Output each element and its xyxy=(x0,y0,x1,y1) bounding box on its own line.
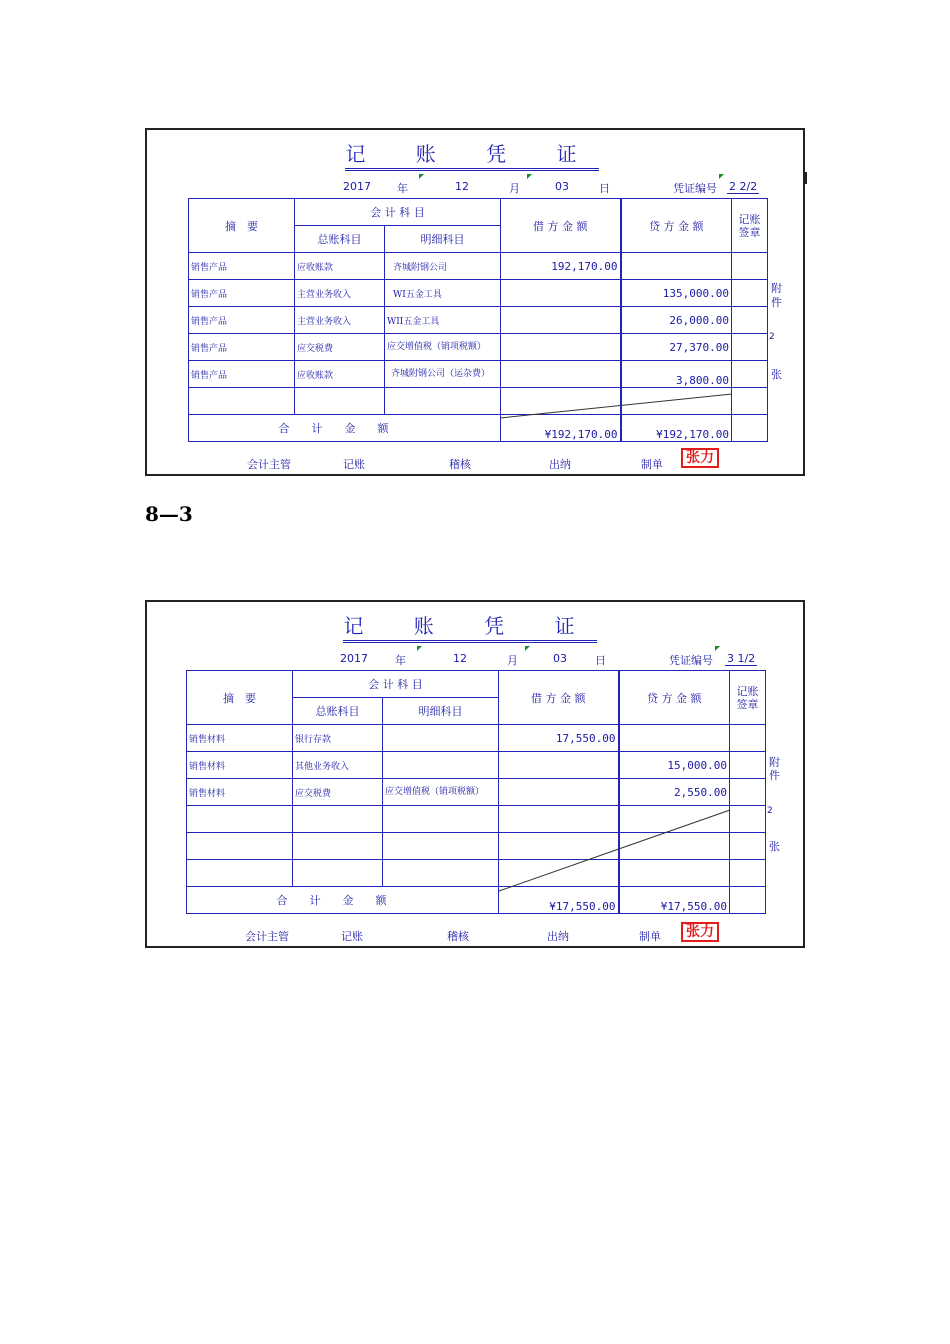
sign-bookkeep: 记账 xyxy=(343,458,365,471)
header-general: 总账科目 xyxy=(293,698,383,725)
row-credit: 3,800.00 xyxy=(621,361,732,388)
total-credit: ¥17,550.00 xyxy=(619,887,730,914)
header-summary: 摘 要 xyxy=(189,199,295,253)
header-debit: 借 方 金 额 xyxy=(501,199,621,253)
attach-label-1: 附 xyxy=(769,756,780,769)
header-detail: 明细科目 xyxy=(385,226,501,253)
sign-bookkeep: 记账 xyxy=(341,930,363,943)
row-summary: 销售材料 xyxy=(187,725,293,752)
total-label: 合计金额 xyxy=(187,887,499,914)
voucher-2 xyxy=(145,600,805,948)
day-label: 日 xyxy=(595,654,606,667)
voucher-title: 记 账 凭 证 xyxy=(343,610,597,643)
row-general: 其他业务收入 xyxy=(293,752,383,779)
row-summary: 销售材料 xyxy=(187,779,293,806)
header-credit: 贷 方 金 额 xyxy=(619,671,730,725)
row-general: 主营业务收入 xyxy=(295,307,385,334)
year-value: 2017 xyxy=(343,180,371,193)
row-summary: 销售产品 xyxy=(189,334,295,361)
row-detail: 应交增值税（销项税额） xyxy=(385,334,501,361)
row-summary: 销售材料 xyxy=(187,752,293,779)
row-credit: 135,000.00 xyxy=(621,280,732,307)
header-sign-line-1: 记账 xyxy=(738,212,761,226)
row-general: 应交税费 xyxy=(295,334,385,361)
month-value: 12 xyxy=(453,652,467,665)
month-label: 月 xyxy=(507,654,518,667)
row-debit: 17,550.00 xyxy=(499,725,619,752)
row-detail: 齐城附钢公司 xyxy=(385,253,501,280)
row-detail: 应交增值税（销项税额） xyxy=(383,779,499,806)
row-credit: 2,550.00 xyxy=(619,779,730,806)
row-credit: 26,000.00 xyxy=(621,307,732,334)
header-debit: 借 方 金 额 xyxy=(499,671,619,725)
header-account: 会 计 科 目 xyxy=(293,671,499,698)
voucher-title: 记 账 凭 证 xyxy=(345,138,599,171)
row-general: 主营业务收入 xyxy=(295,280,385,307)
sign-supervisor: 会计主管 xyxy=(245,930,289,943)
row-credit: 15,000.00 xyxy=(619,752,730,779)
cancel-diagonal-line xyxy=(147,130,807,478)
header-summary: 摘 要 xyxy=(187,671,293,725)
attach-label-3: 张 xyxy=(771,368,782,381)
row-credit: 27,370.00 xyxy=(621,334,732,361)
row-detail: WII五金工具 xyxy=(385,307,501,334)
row-summary: 销售产品 xyxy=(189,253,295,280)
row-detail: WI五金工具 xyxy=(385,280,501,307)
total-debit: ¥17,550.00 xyxy=(499,887,619,914)
maker-stamp: 张力 xyxy=(681,922,719,942)
attach-label-1: 附 xyxy=(771,282,782,295)
row-general: 应交税费 xyxy=(293,779,383,806)
total-label: 合计金额 xyxy=(189,415,501,442)
row-general: 银行存款 xyxy=(293,725,383,752)
month-value: 12 xyxy=(455,180,469,193)
header-general: 总账科目 xyxy=(295,226,385,253)
header-account: 会 计 科 目 xyxy=(295,199,501,226)
month-label: 月 xyxy=(509,182,520,195)
voucher-no-value: 3 1/2 xyxy=(727,652,756,665)
sign-audit: 稽核 xyxy=(449,458,471,471)
year-label: 年 xyxy=(395,654,406,667)
voucher-1 xyxy=(145,128,805,476)
year-label: 年 xyxy=(397,182,408,195)
header-detail: 明细科目 xyxy=(383,698,499,725)
voucher-no-label: 凭证编号 xyxy=(669,654,713,667)
section-label: 8—3 xyxy=(145,502,193,526)
edge-tick xyxy=(805,172,807,184)
sign-supervisor: 会计主管 xyxy=(247,458,291,471)
total-credit: ¥192,170.00 xyxy=(621,415,732,442)
row-debit: 192,170.00 xyxy=(501,253,621,280)
sign-cashier: 出纳 xyxy=(547,930,569,943)
year-value: 2017 xyxy=(340,652,368,665)
sign-maker: 制单 xyxy=(641,458,663,471)
maker-stamp: 张力 xyxy=(681,448,719,468)
attach-label-2: 件 xyxy=(771,296,782,309)
header-sign-line-1: 记账 xyxy=(736,684,759,698)
sign-maker: 制单 xyxy=(639,930,661,943)
attach-count: 2 xyxy=(767,806,773,816)
voucher-no-label: 凭证编号 xyxy=(673,182,717,195)
row-summary: 销售产品 xyxy=(189,280,295,307)
row-general: 应收账款 xyxy=(295,253,385,280)
sign-audit: 稽核 xyxy=(447,930,469,943)
voucher-no-value: 2 2/2 xyxy=(729,180,758,193)
attach-label-3: 张 xyxy=(769,840,780,853)
attach-count: 2 xyxy=(769,332,775,342)
attach-label-2: 件 xyxy=(769,769,780,782)
row-summary: 销售产品 xyxy=(189,307,295,334)
day-value: 03 xyxy=(555,180,569,193)
header-sign-line-2: 签章 xyxy=(736,697,759,711)
day-label: 日 xyxy=(599,182,610,195)
sign-cashier: 出纳 xyxy=(549,458,571,471)
row-general: 应收账款 xyxy=(295,361,385,388)
row-summary: 销售产品 xyxy=(189,361,295,388)
cancel-diagonal-line xyxy=(147,602,807,950)
row-detail: 齐城附钢公司（运杂费） xyxy=(385,361,501,388)
total-debit: ¥192,170.00 xyxy=(501,415,621,442)
header-credit: 贷 方 金 额 xyxy=(621,199,732,253)
day-value: 03 xyxy=(553,652,567,665)
header-sign-line-2: 签章 xyxy=(738,225,761,239)
